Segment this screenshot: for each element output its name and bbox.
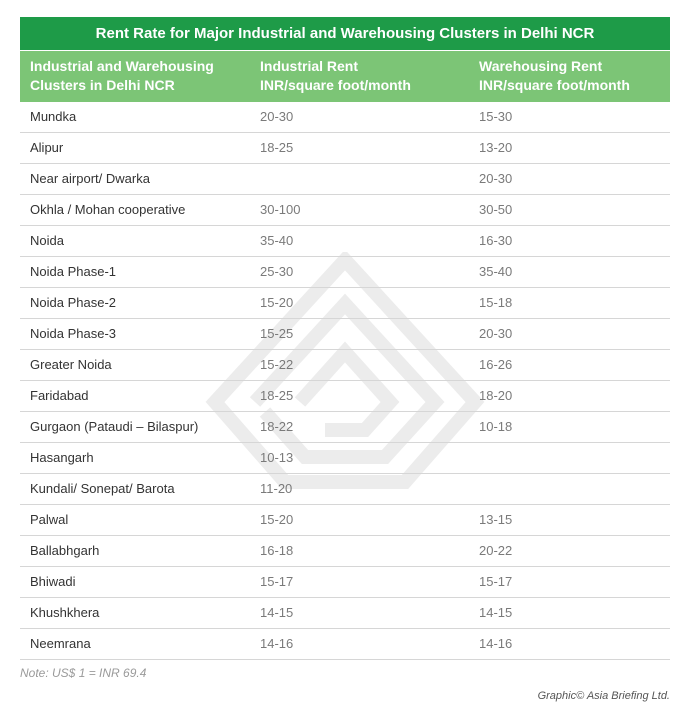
table-row <box>20 505 670 536</box>
industrial-rent-cell: 18-25 <box>260 388 294 403</box>
industrial-rent-cell: 20-30 <box>260 109 294 124</box>
cluster-cell: Noida Phase-1 <box>30 264 116 279</box>
industrial-rent-cell: 11-20 <box>260 481 293 496</box>
cluster-cell: Ballabhgarh <box>30 543 100 558</box>
warehousing-rent-cell: 15-30 <box>479 109 513 124</box>
table-row <box>20 257 670 288</box>
industrial-rent-cell: 18-25 <box>260 140 294 155</box>
header-cluster-line1: Industrial and Warehousing <box>30 58 214 74</box>
industrial-rent-cell: 15-20 <box>260 295 294 310</box>
cluster-cell: Faridabad <box>30 388 89 403</box>
table-row <box>20 474 670 505</box>
industrial-rent-cell: 15-22 <box>260 357 294 372</box>
table-row <box>20 102 670 133</box>
industrial-rent-cell: 35-40 <box>260 233 294 248</box>
warehousing-rent-cell <box>469 443 670 473</box>
table-header-row <box>20 51 670 102</box>
header-warehousing-rent <box>469 51 670 102</box>
rent-table <box>20 17 670 660</box>
cluster-cell: Bhiwadi <box>30 574 76 589</box>
warehousing-rent-cell: 35-40 <box>479 264 513 279</box>
cluster-cell: Neemrana <box>30 636 91 651</box>
table-row <box>20 133 670 164</box>
cluster-cell: Greater Noida <box>30 357 112 372</box>
industrial-rent-cell: 15-20 <box>260 512 294 527</box>
header-industrial-line2: INR/square foot/month <box>260 77 411 93</box>
warehousing-rent-cell: 18-20 <box>479 388 513 403</box>
table-row <box>20 319 670 350</box>
industrial-rent-cell: 15-25 <box>260 326 294 341</box>
table-row <box>20 288 670 319</box>
header-warehousing-line1: Warehousing Rent <box>479 58 603 74</box>
table-body <box>20 102 670 660</box>
warehousing-rent-cell: 20-30 <box>479 171 513 186</box>
warehousing-rent-cell <box>469 474 670 504</box>
cluster-cell: Alipur <box>30 140 64 155</box>
cluster-cell: Mundka <box>30 109 77 124</box>
warehousing-rent-cell: 16-30 <box>479 233 513 248</box>
industrial-rent-cell: 18-22 <box>260 419 294 434</box>
cluster-cell: Near airport/ Dwarka <box>30 171 150 186</box>
industrial-rent-cell: 15-17 <box>260 574 294 589</box>
table-row <box>20 350 670 381</box>
warehousing-rent-cell: 20-22 <box>479 543 513 558</box>
industrial-rent-cell: 14-15 <box>260 605 294 620</box>
header-warehousing-line2: INR/square foot/month <box>479 77 630 93</box>
graphic-credit: Graphic© Asia Briefing Ltd. <box>537 690 670 702</box>
cluster-cell: Noida Phase-3 <box>30 326 116 341</box>
table-row <box>20 598 670 629</box>
warehousing-rent-cell: 13-15 <box>479 512 513 527</box>
warehousing-rent-cell: 14-16 <box>479 636 513 651</box>
table-title: Rent Rate for Major Industrial and Warehousing Clusters in Delhi NCR <box>20 17 670 51</box>
warehousing-rent-cell: 15-18 <box>479 295 513 310</box>
table-row <box>20 381 670 412</box>
warehousing-rent-cell: 30-50 <box>479 202 513 217</box>
table-row <box>20 629 670 660</box>
table-row <box>20 412 670 443</box>
industrial-rent-cell: 10-13 <box>260 450 294 465</box>
cluster-cell: Okhla / Mohan cooperative <box>30 202 186 217</box>
table-row <box>20 536 670 567</box>
cluster-cell: Noida <box>30 233 64 248</box>
table-row <box>20 195 670 226</box>
table-row <box>20 567 670 598</box>
cluster-cell: Kundali/ Sonepat/ Barota <box>30 481 175 496</box>
industrial-rent-cell: 16-18 <box>260 543 294 558</box>
industrial-rent-cell: 30-100 <box>260 202 301 217</box>
header-cluster <box>20 51 250 102</box>
cluster-cell: Noida Phase-2 <box>30 295 116 310</box>
industrial-rent-cell: 25-30 <box>260 264 294 279</box>
warehousing-rent-cell: 13-20 <box>479 140 513 155</box>
industrial-rent-cell: 14-16 <box>260 636 294 651</box>
cluster-cell: Khushkhera <box>30 605 100 620</box>
header-industrial-line1: Industrial Rent <box>260 58 359 74</box>
table-row <box>20 443 670 474</box>
warehousing-rent-cell: 16-26 <box>479 357 513 372</box>
currency-note: Note: US$ 1 = INR 69.4 <box>20 666 147 680</box>
table-row <box>20 164 670 195</box>
table-row <box>20 226 670 257</box>
cluster-cell: Gurgaon (Pataudi – Bilaspur) <box>30 419 199 434</box>
warehousing-rent-cell: 20-30 <box>479 326 513 341</box>
header-cluster-line2: Clusters in Delhi NCR <box>30 77 175 93</box>
industrial-rent-cell <box>250 164 469 194</box>
cluster-cell: Hasangarh <box>30 450 94 465</box>
warehousing-rent-cell: 15-17 <box>479 574 513 589</box>
warehousing-rent-cell: 14-15 <box>479 605 513 620</box>
header-industrial-rent <box>250 51 469 102</box>
warehousing-rent-cell: 10-18 <box>479 419 513 434</box>
cluster-cell: Palwal <box>30 512 69 527</box>
